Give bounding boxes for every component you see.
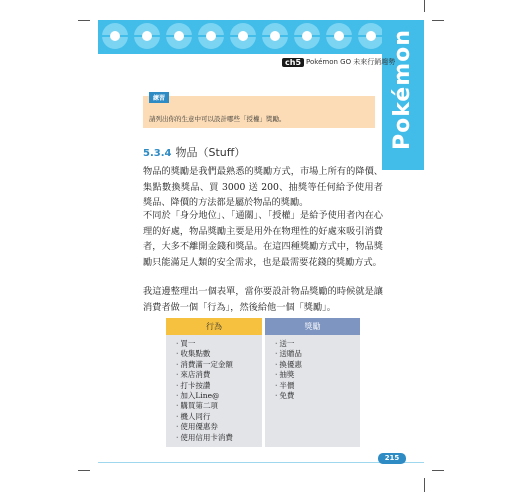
page-number: 215 (378, 453, 406, 464)
section-heading (143, 144, 245, 160)
pokeball-icon (198, 23, 224, 49)
pokeball-icon (326, 23, 352, 49)
list-item: ‧ 使用信用卡消費 (176, 433, 262, 443)
list-item: ‧ 抽獎 (275, 370, 360, 380)
list-item: ‧ 送贈品 (275, 349, 360, 359)
crop-mark (78, 20, 90, 21)
list-item: ‧ 打卡按讚 (176, 381, 262, 391)
list-item: ‧ 半價 (275, 381, 360, 391)
pokeball-icon (358, 23, 384, 49)
pokeball-icon (134, 23, 160, 49)
list-item: ‧ 機人同行 (176, 412, 262, 422)
section-number: 5.3.4 (143, 148, 172, 159)
header-banner (98, 20, 424, 54)
behavior-column (166, 335, 262, 447)
pokeball-icon (294, 23, 320, 49)
section-title: 物品（Stuff） (175, 146, 246, 159)
exercise-prompt: 請列出你的生意中可以設計哪些「授權」獎勵。 (149, 115, 286, 123)
crop-mark (432, 470, 444, 471)
reward-column (265, 335, 360, 447)
list-item: ‧ 來店消費 (176, 370, 262, 380)
behavior-column-header: 行為 (166, 318, 262, 335)
exercise-box (143, 96, 375, 128)
paragraph: 物品的獎勵是我們最熟悉的獎勵方式，市場上所有的降價、集點數換獎品、買 3000 送 200、抽獎等任何給予使用者獎品、降價的方法都是屬於物品的獎勵。 (143, 166, 383, 208)
list-item: ‧ 購買第二項 (176, 401, 262, 411)
exercise-label: 練習 (149, 92, 169, 103)
list-item: ‧ 使用優惠券 (176, 422, 262, 432)
list-item: ‧ 送一 (275, 339, 360, 349)
pokeball-icon (166, 23, 192, 49)
crop-mark (424, 0, 425, 12)
pokeball-icon (262, 23, 288, 49)
list-item: ‧ 加入Line@ (176, 391, 262, 401)
paragraph: 不同於「身分地位」、「通關」、「授權」是給予使用者內在心理的好處，物品獎勵主要是用外在物理性的好處來吸引消費者，大多不離開金錢和獎品。在這四種獎勵方式中，物品獎勵只能滿足人類的安全需求，也是最需要花錢的獎勵方式。 (143, 210, 383, 268)
behavior-list (166, 335, 262, 443)
paragraph: 我這邊整理出一個表單，當你要設計物品獎勵的時候就是讓消費者做一個「行為」，然後給他一個「獎勵」。 (143, 286, 383, 313)
pokeball-icon (230, 23, 256, 49)
list-item: ‧ 收集點數 (176, 349, 262, 359)
crop-mark (78, 470, 90, 471)
list-item: ‧ 免費 (275, 391, 360, 401)
list-item: ‧ 買一 (176, 339, 262, 349)
pokeball-icon (102, 23, 128, 49)
crop-mark (432, 20, 444, 21)
crop-mark (424, 478, 425, 492)
list-item: ‧ 消費滿一定金額 (176, 360, 262, 370)
chapter-title: Pokémon GO 未來行銷趨勢 (306, 58, 396, 66)
chapter-heading (282, 57, 395, 67)
chapter-badge: ch5 (282, 58, 304, 67)
reward-list (265, 335, 360, 401)
list-item: ‧ 換優惠 (275, 360, 360, 370)
reward-column-header: 獎勵 (265, 318, 360, 335)
sidebar-brand: Pokémon (390, 29, 415, 150)
footer-line (98, 462, 424, 463)
